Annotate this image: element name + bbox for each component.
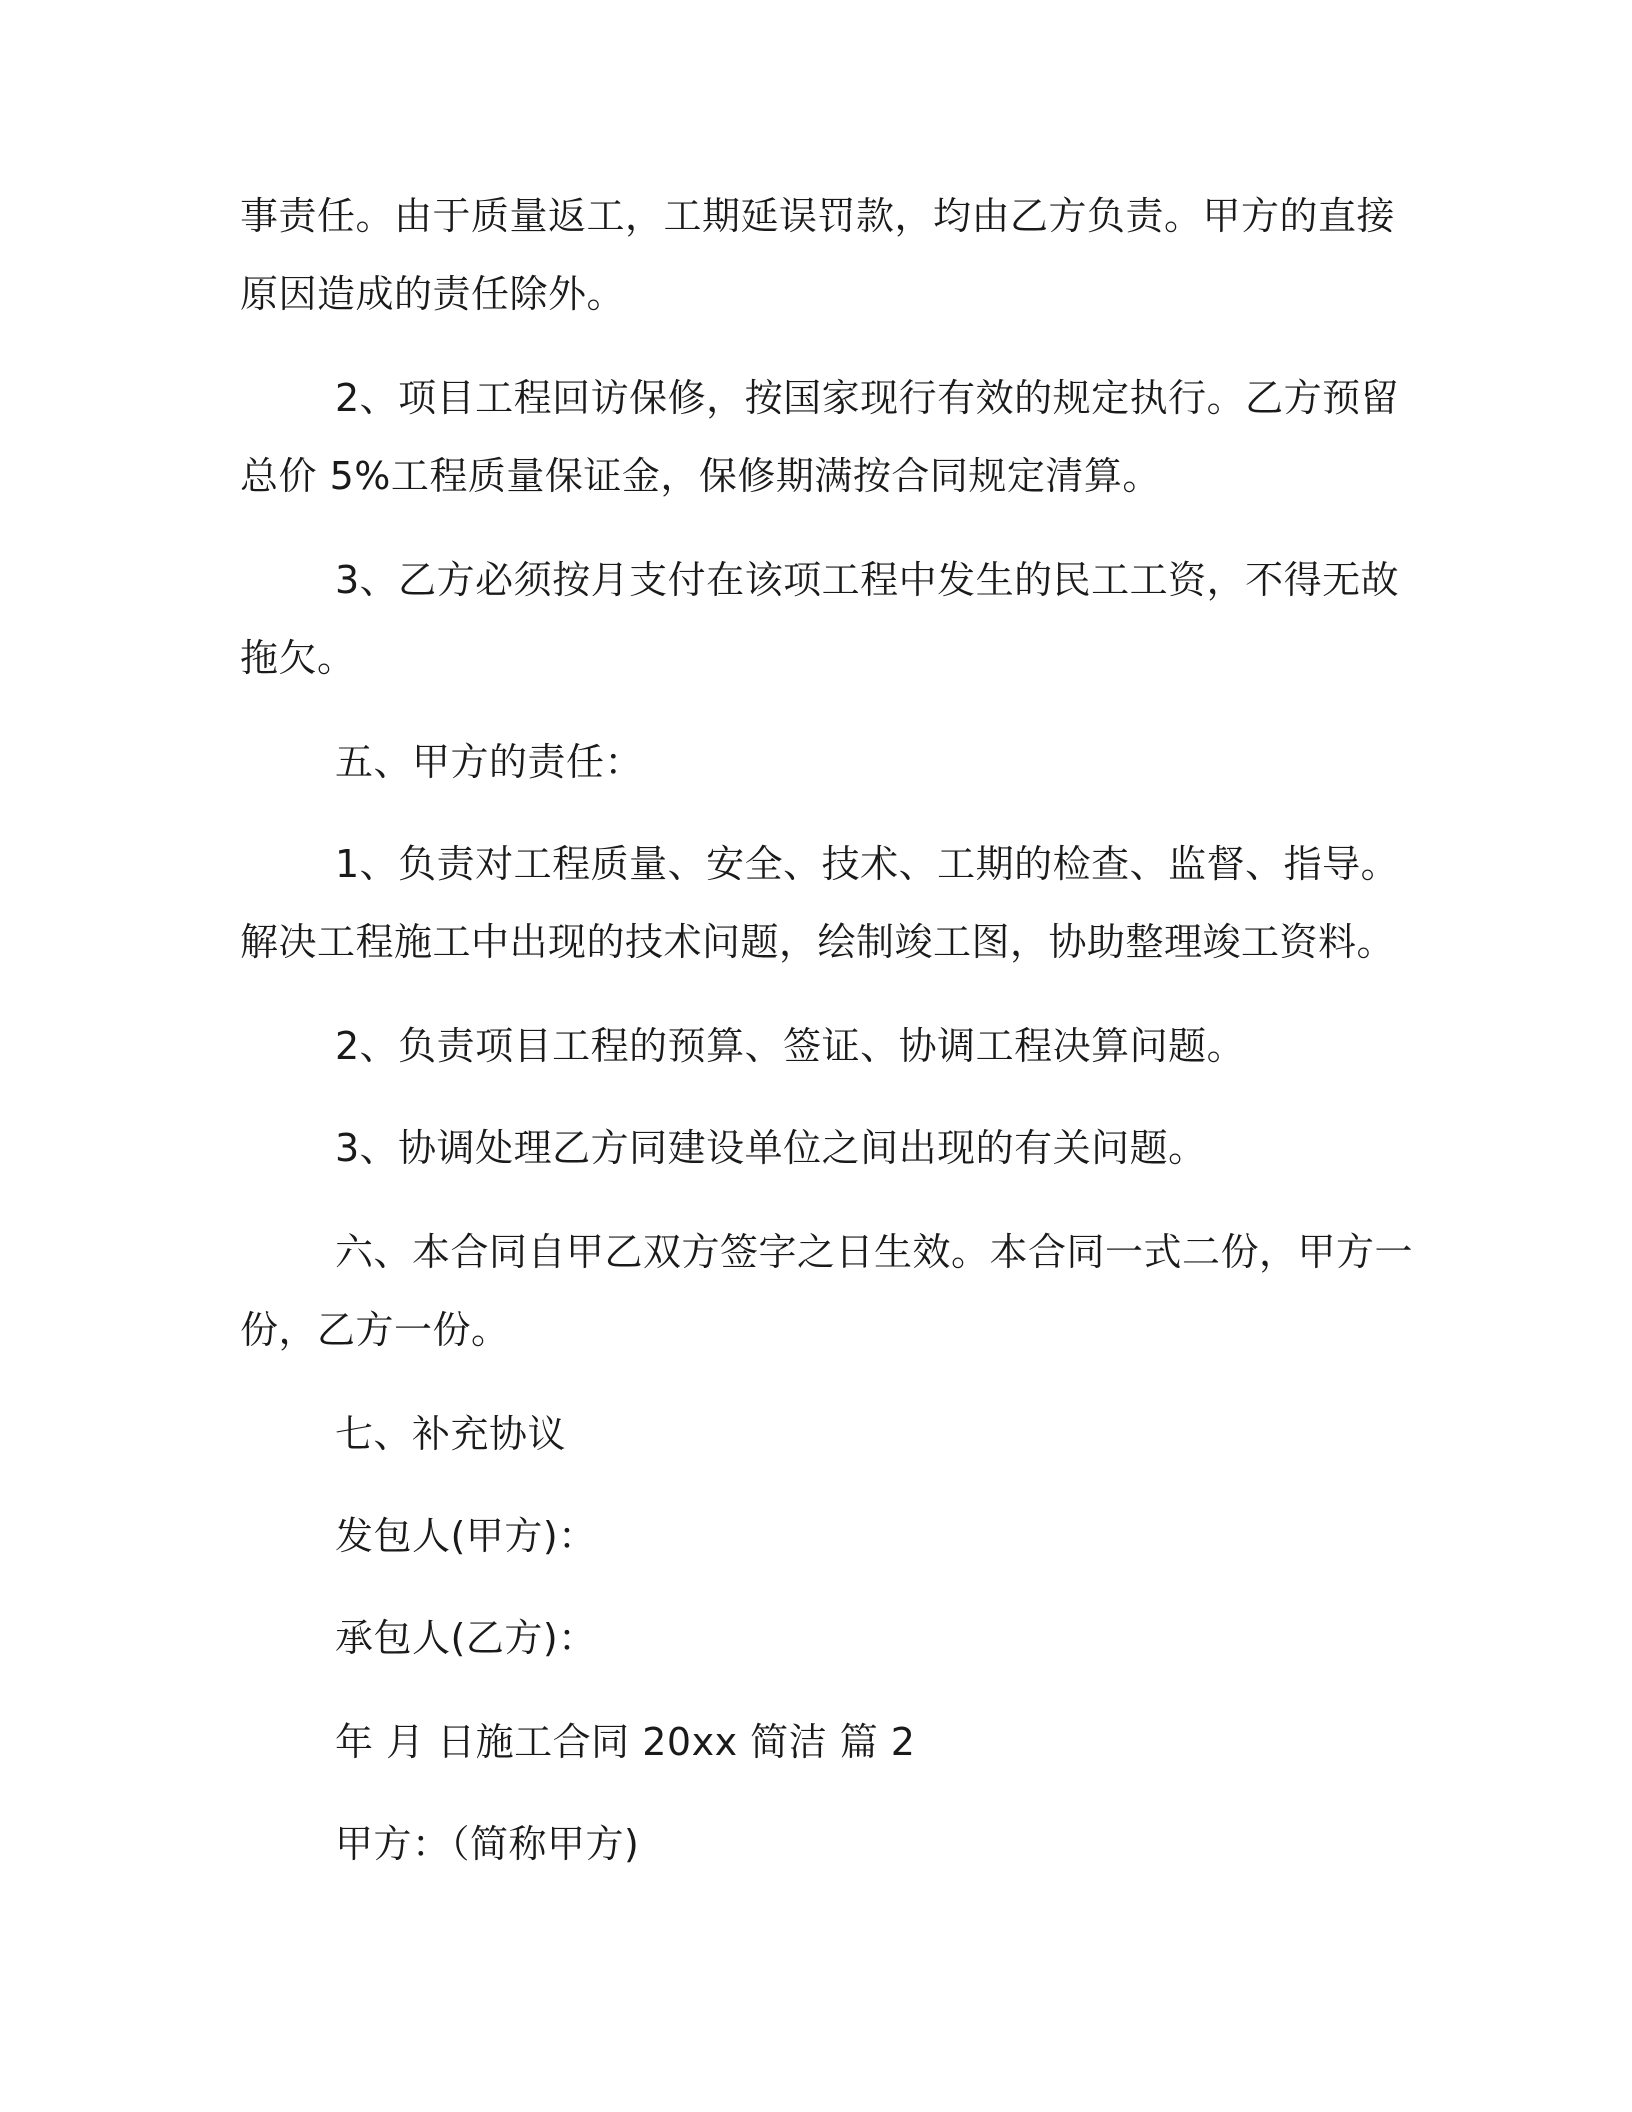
text-line: 六、本合同自甲乙双方签字之日生效。本合同一式二份，甲方一 bbox=[335, 1230, 1414, 1274]
section-heading: 五、甲方的责任： bbox=[335, 740, 644, 784]
text-line: 总价 5%工程质量保证金，保修期满按合同规定清算。 bbox=[240, 454, 1161, 498]
text-line: 1、负责对工程质量、安全、技术、工期的检查、监督、指导。 bbox=[335, 842, 1400, 886]
text-line: 事责任。由于质量返工，工期延误罚款，均由乙方负责。甲方的直接 bbox=[240, 194, 1396, 238]
party-label: 甲方：（简称甲方) bbox=[335, 1822, 640, 1866]
text-line: 2、负责项目工程的预算、签证、协调工程决算问题。 bbox=[335, 1024, 1246, 1068]
text-line: 份，乙方一份。 bbox=[240, 1308, 510, 1352]
text-line: 3、乙方必须按月支付在该项工程中发生的民工工资，不得无故 bbox=[335, 558, 1400, 602]
signature-field-label: 承包人(乙方)： bbox=[335, 1616, 597, 1660]
section-heading: 七、补充协议 bbox=[335, 1412, 567, 1456]
signature-field-label: 发包人(甲方)： bbox=[335, 1514, 597, 1558]
text-line: 3、协调处理乙方同建设单位之间出现的有关问题。 bbox=[335, 1126, 1207, 1170]
text-line: 解决工程施工中出现的技术问题，绘制竣工图，协助整理竣工资料。 bbox=[240, 920, 1396, 964]
text-line: 拖欠。 bbox=[240, 636, 356, 680]
text-line: 2、项目工程回访保修，按国家现行有效的规定执行。乙方预留 bbox=[335, 376, 1400, 420]
text-line: 原因造成的责任除外。 bbox=[240, 272, 626, 316]
text-line: 年 月 日施工合同 20xx 简洁 篇 2 bbox=[335, 1720, 916, 1764]
